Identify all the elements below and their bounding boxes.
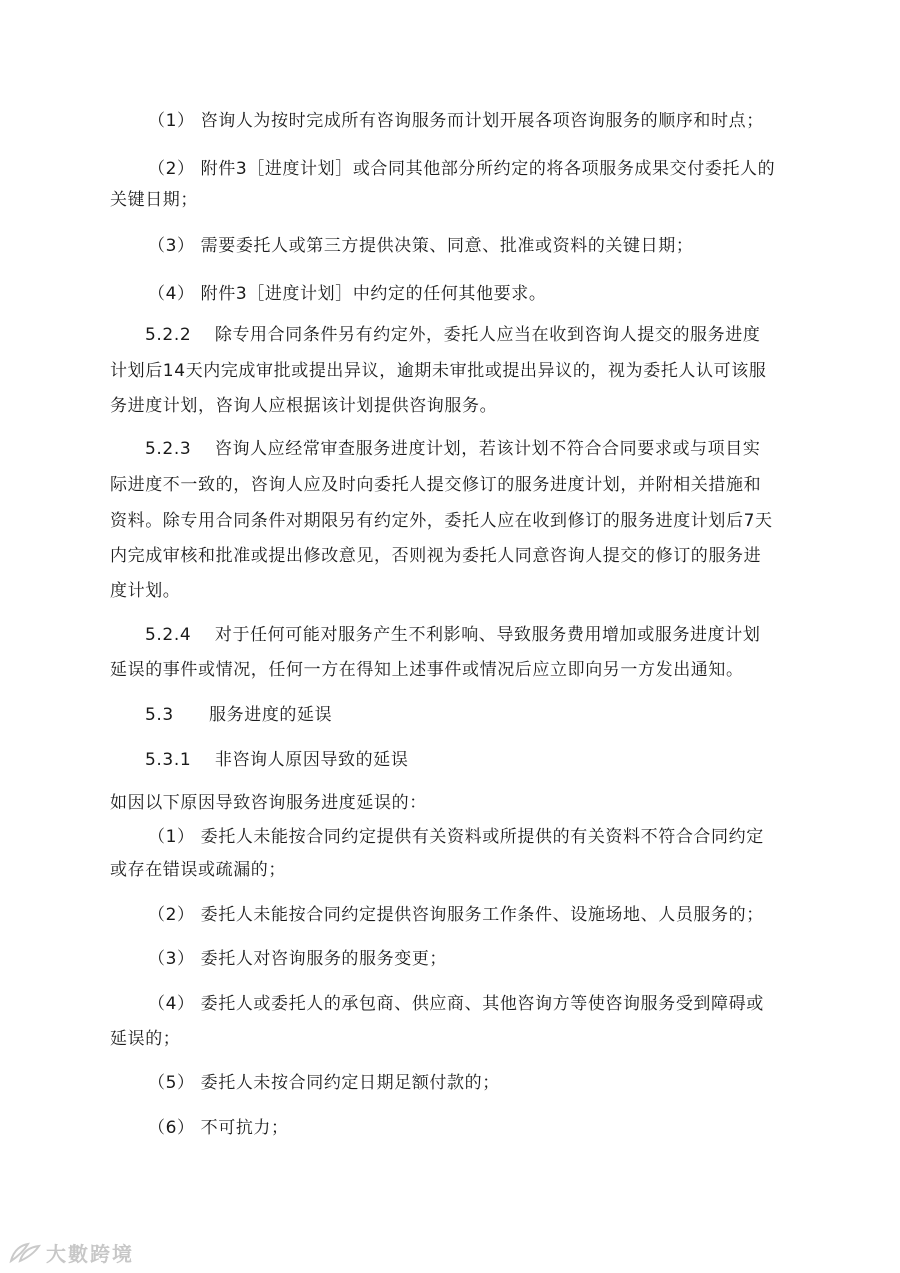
section-heading: 5.3 服务进度的延误 (145, 705, 333, 725)
text-line: 5.2.3 咨询人应经常审查服务进度计划，若该计划不符合合同要求或与项目实 (145, 439, 761, 459)
watermark-text: 大數跨境 (46, 1242, 134, 1266)
text-line: （4） 附件3［进度计划］中约定的任何其他要求。 (148, 284, 547, 304)
text-line: （1） 委托人未能按合同约定提供有关资料或所提供的有关资料不符合合同约定 (148, 827, 764, 847)
text-line: 计划后14天内完成审批或提出异议，逾期未审批或提出异议的，视为委托人认可该服 (110, 361, 767, 381)
text-line: 关键日期； (110, 190, 198, 210)
text-line: 度计划。 (110, 581, 181, 601)
text-line: 延误的事件或情况，任何一方在得知上述事件或情况后应立即向另一方发出通知。 (110, 660, 744, 680)
text-line: 延误的； (110, 1029, 181, 1049)
text-line: 内完成审核和批准或提出修改意见，否则视为委托人同意咨询人提交的修订的服务进 (110, 546, 762, 566)
text-line: （4） 委托人或委托人的承包商、供应商、其他咨询方等使咨询服务受到障碍或 (148, 994, 764, 1014)
text-line: （2） 委托人未能按合同约定提供咨询服务工作条件、设施场地、人员服务的； (148, 905, 764, 925)
text-line: 5.2.2 除专用合同条件另有约定外，委托人应当在收到咨询人提交的服务进度 (145, 325, 761, 345)
text-line: （3） 需要委托人或第三方提供决策、同意、批准或资料的关键日期； (148, 236, 694, 256)
leaf-logo-icon (8, 1241, 42, 1265)
text-line: （5） 委托人未按合同约定日期足额付款的； (148, 1073, 500, 1093)
text-line: （3） 委托人对咨询服务的服务变更； (148, 949, 448, 969)
text-line: 务进度计划，咨询人应根据该计划提供咨询服务。 (110, 396, 498, 416)
watermark (8, 1238, 134, 1267)
text-line: 际进度不一致的，咨询人应及时向委托人提交修订的服务进度计划，并附相关措施和 (110, 475, 762, 495)
text-line: 或存在错误或疏漏的； (110, 860, 286, 880)
text-line: （2） 附件3［进度计划］或合同其他部分所约定的将各项服务成果交付委托人的 (148, 159, 776, 179)
text-line: （6） 不可抗力； (148, 1118, 289, 1138)
text-line: （1） 咨询人为按时完成所有咨询服务而计划开展各项咨询服务的顺序和时点； (148, 111, 764, 131)
text-line: 5.2.4 对于任何可能对服务产生不利影响、导致服务费用增加或服务进度计划 (145, 625, 761, 645)
text-line: 资料。除专用合同条件对期限另有约定外，委托人应在收到修订的服务进度计划后7天 (110, 511, 773, 531)
subsection-heading: 5.3.1 非咨询人原因导致的延误 (145, 750, 409, 770)
text-line: 如因以下原因导致咨询服务进度延误的： (110, 793, 427, 813)
